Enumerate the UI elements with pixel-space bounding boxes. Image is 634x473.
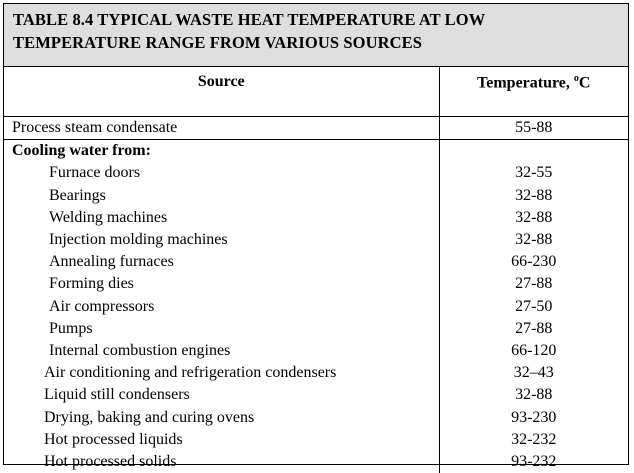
table-row: [4, 229, 628, 251]
table-row: [4, 185, 628, 207]
row-temperature: 93-232: [511, 452, 557, 470]
row-temperature: 32-88: [515, 386, 553, 404]
table-row: [4, 162, 628, 184]
table-row: [4, 406, 628, 428]
header-temperature-unit: C: [578, 74, 591, 92]
row-temperature: 32-88: [515, 231, 553, 249]
table-row: [4, 296, 628, 318]
header-temperature: [439, 67, 628, 117]
header-row: [4, 67, 628, 117]
table-row: [4, 273, 628, 295]
row-source: Internal combustion engines: [4, 340, 439, 362]
row-source: Furnace doors: [4, 162, 439, 184]
row-temperature: 55-88: [515, 119, 553, 137]
row-temperature: 66-120: [511, 341, 557, 359]
row-source: Forming dies: [4, 273, 439, 295]
row-temperature: 27-88: [515, 275, 553, 293]
row-temperature: 32-232: [511, 430, 557, 448]
row-temperature: 27-88: [515, 319, 553, 337]
table-row: [4, 140, 628, 163]
title-line-1: TABLE 8.4 TYPICAL WASTE HEAT TEMPERATURE AT LOW: [13, 10, 486, 29]
row-temperature: [439, 140, 628, 163]
table-row: [4, 251, 628, 273]
row-source: Injection molding machines: [4, 229, 439, 251]
title-line-2: TEMPERATURE RANGE FROM VARIOUS SOURCES: [13, 33, 423, 52]
table-frame: [3, 3, 629, 470]
row-temperature: 32-55: [515, 164, 553, 182]
table-row: [4, 318, 628, 340]
row-source: Pumps: [4, 318, 439, 340]
table-title: [4, 4, 628, 67]
row-temperature: 66-230: [511, 253, 557, 271]
row-source: Bearings: [4, 185, 439, 207]
table-row: [4, 362, 628, 384]
row-source: Liquid still condensers: [4, 384, 439, 406]
row-temperature: 32–43: [513, 364, 554, 382]
row-temperature: 27-50: [515, 297, 553, 315]
degree-symbol: o: [573, 73, 579, 84]
row-temperature: 32-88: [515, 208, 553, 226]
header-temperature-label: Temperature,: [477, 74, 574, 92]
row-source: Drying, baking and curing ovens: [4, 406, 439, 428]
row-source-group-heading: Cooling water from:: [4, 140, 439, 163]
row-temperature: 32-88: [515, 186, 553, 204]
row-source: Welding machines: [4, 207, 439, 229]
row-source: Air compressors: [4, 296, 439, 318]
row-source: Hot processed solids: [4, 451, 439, 473]
table-row: [4, 429, 628, 451]
table-row: [4, 117, 628, 140]
row-source: Process steam condensate: [4, 117, 439, 140]
row-temperature: 93-230: [511, 408, 557, 426]
row-source: Air conditioning and refrigeration condensers: [4, 362, 439, 384]
waste-heat-table: [4, 67, 628, 473]
row-source: Hot processed liquids: [4, 429, 439, 451]
header-source: Source: [4, 67, 439, 117]
table-row: [4, 340, 628, 362]
table-row: [4, 207, 628, 229]
table-row: [4, 384, 628, 406]
row-source: Annealing furnaces: [4, 251, 439, 273]
table-row: [4, 451, 628, 473]
